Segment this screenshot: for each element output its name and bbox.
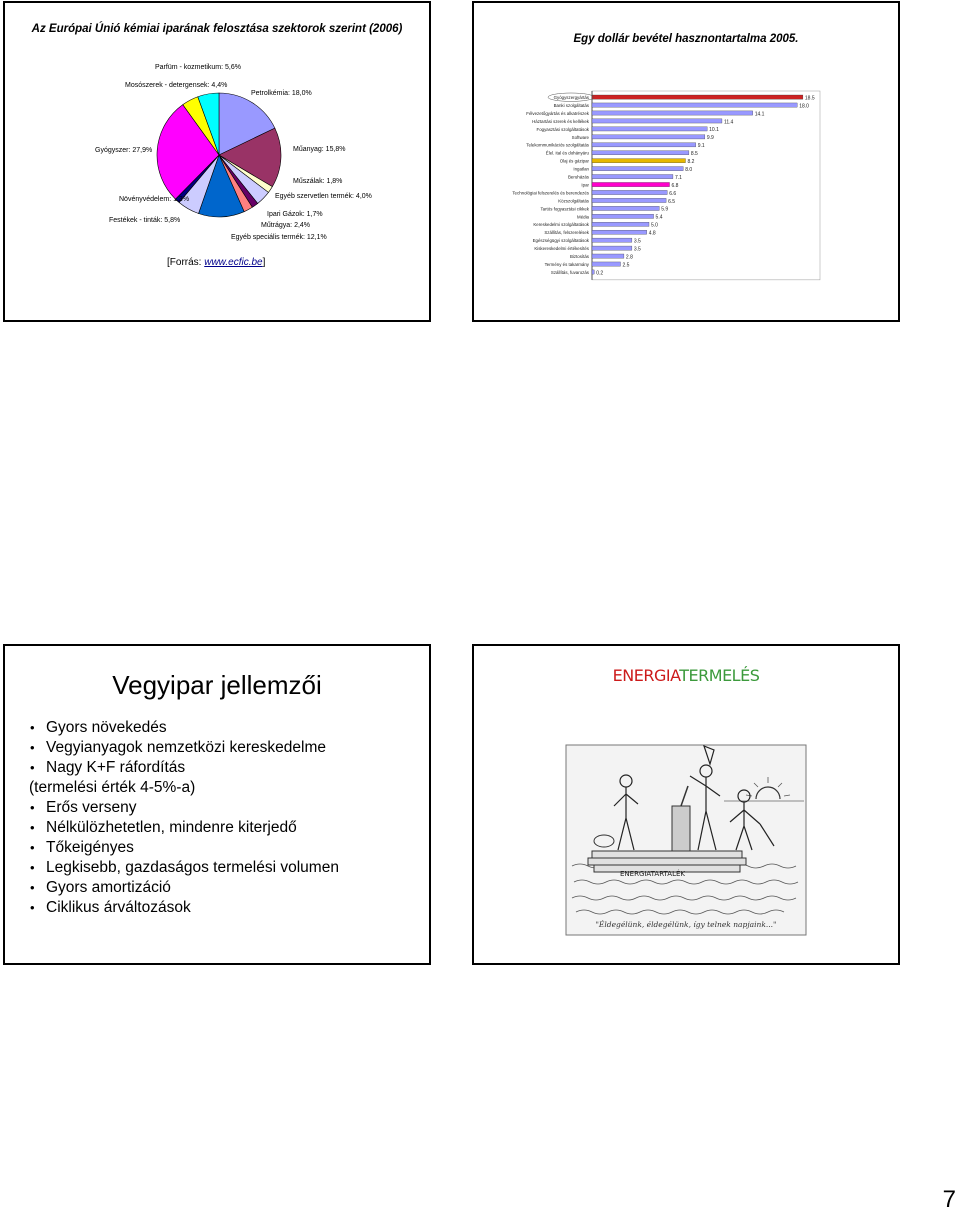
bullet-item: • Nagy K+F ráfordítás: [29, 758, 339, 778]
slide-profit-per-dollar: [472, 1, 900, 322]
category-label: Fogyasztási szolgáltatások: [536, 126, 589, 132]
bar: [592, 111, 753, 115]
pie-label: Petrolkémia: 18,0%: [251, 90, 312, 97]
category-label: Software: [571, 134, 589, 140]
bar: [592, 198, 666, 202]
cartoon-image: [474, 646, 898, 963]
category-label: Félvezetőgyártás és alkatrészek: [526, 110, 589, 116]
category-label: Háztartási szerek és kellékek: [532, 118, 589, 124]
value-label: 8.0: [685, 166, 693, 173]
title-termeles: TERMELÉS: [679, 666, 760, 685]
pie-label: Egyéb szervetlen termék: 4,0%: [275, 193, 372, 200]
value-label: 18.0: [799, 103, 809, 110]
bar: [592, 270, 594, 274]
value-label: 3.5: [633, 238, 641, 245]
pie-label: Parfüm - kozmetikum: 5,6%: [155, 64, 241, 71]
bar: [592, 262, 621, 266]
source-suffix: ]: [262, 257, 266, 268]
category-label: Beruházás: [568, 174, 589, 180]
pie-label: Ipari Gázok: 1,7%: [267, 211, 323, 218]
bar: [592, 175, 673, 179]
raft-label: ENERGIATARTALÉK: [620, 870, 685, 878]
bar: [592, 127, 707, 131]
category-label: Banki szolgáltatás: [553, 102, 589, 108]
category-label: Közszolgáltatás: [558, 198, 589, 204]
pie-label: Egyéb speciális termék: 12,1%: [231, 234, 327, 241]
bar-chart: [474, 3, 898, 320]
value-label: 6.6: [669, 190, 677, 197]
bar: [592, 159, 685, 163]
bullet-list: [29, 718, 339, 918]
bar: [592, 95, 803, 99]
source-link[interactable]: www.ecfic.be: [204, 257, 263, 268]
value-label: 5.0: [651, 222, 658, 229]
category-label: Szállítás, felszerelések: [544, 230, 589, 236]
cartoon-caption: "Éldegélünk, éldegélünk, így telnek napjaink...": [595, 920, 777, 929]
value-label: 6.8: [671, 182, 679, 189]
category-label: Telekommunikációs szolgáltatás: [526, 142, 589, 148]
pie-label: Növényvédelem: 1,3%: [119, 196, 190, 203]
category-label: Technológiai felszerelés és berendezés: [512, 190, 589, 196]
source-note: [167, 257, 266, 268]
value-label: 8.2: [687, 159, 695, 165]
bullet-item: • Gyors növekedés: [29, 718, 339, 738]
value-label: 0.2: [596, 270, 604, 277]
bar: [592, 135, 705, 139]
bullet-item: • Nélkülözhetetlen, mindenre kiterjedő: [29, 818, 339, 838]
page-number: 7: [942, 1186, 956, 1213]
pie-label: Mosószerek - detergensek: 4,4%: [125, 82, 228, 89]
value-label: 9.9: [706, 135, 714, 142]
bar: [592, 182, 670, 186]
category-label: Média: [577, 214, 589, 220]
bar: [592, 230, 647, 234]
bar: [592, 214, 654, 218]
value-label: 5.9: [661, 206, 669, 213]
bullet-item: (termelési érték 4-5%-a): [29, 779, 196, 796]
value-label: 5.4: [655, 214, 663, 221]
value-label: 8.5: [690, 151, 698, 158]
category-label: Termény és takarmány: [544, 261, 589, 267]
category-label: Olaj és gázipar: [559, 158, 589, 164]
value-label: 11.4: [723, 119, 734, 126]
category-label: Biztosítás: [569, 254, 589, 259]
bar: [592, 206, 659, 210]
bar: [592, 246, 632, 250]
value-label: 18.5: [804, 95, 815, 102]
value-label: 2.5: [622, 262, 630, 269]
pie-label: Gyógyszer: 27,9%: [95, 147, 153, 154]
bar: [592, 167, 683, 171]
pie-label: Műszálak: 1,8%: [293, 178, 343, 185]
bar: [592, 222, 649, 226]
category-label: Kiskereskedelmi értékesítés: [534, 246, 589, 252]
bullet-item: • Tőkeigényes: [29, 838, 339, 858]
category-label: Ingatlan: [573, 166, 589, 172]
bar: [592, 119, 722, 123]
slide-chemical-industry-features: [3, 644, 431, 965]
bullet-item: • Ciklikus árváltozások: [29, 898, 339, 918]
slide-eu-chemical-sectors: [3, 1, 431, 322]
category-label: Egészségügyi szolgáltatások: [532, 238, 589, 244]
category-label: Élel. ital és dohányáru: [545, 150, 589, 156]
category-label: Kereskedelmi szolgáltatások: [533, 222, 589, 228]
pie-label: Műtrágya: 2,4%: [261, 222, 311, 229]
value-label: 14.1: [754, 111, 765, 118]
category-label: Ipar: [581, 182, 589, 188]
value-label: 9.1: [697, 143, 705, 150]
pie-chart: [5, 3, 429, 320]
category-label: Szállítás, fuvarozás: [550, 269, 589, 275]
slide-title: Vegyipar jellemzői: [112, 670, 322, 700]
bar: [592, 143, 696, 147]
slide-title: Az Európai Únió kémiai iparának felosztása szektorok szerint (2006): [31, 23, 403, 35]
bar: [592, 103, 797, 107]
bullet-item: • Vegyianyagok nemzetközi kereskedelme: [29, 738, 339, 758]
category-label: Gyógyszergyártás: [553, 95, 589, 100]
value-label: 10.1: [709, 127, 719, 134]
bullet-item: • Legkisebb, gazdaságos termelési volumen: [29, 858, 339, 878]
value-label: 3.5: [633, 246, 641, 253]
value-label: 6.5: [668, 198, 676, 205]
value-label: 4.8: [648, 230, 656, 237]
bar: [592, 190, 667, 194]
value-label: 2.8: [625, 254, 633, 261]
bar: [592, 151, 689, 155]
pie-label: Műanyag: 15,8%: [293, 146, 346, 153]
bar: [592, 238, 632, 242]
bullet-item: • Gyors amortizáció: [29, 878, 339, 898]
category-label: Tartós fogyasztási cikkek: [540, 206, 589, 212]
slide-title: Egy dollár bevétel hasznontartalma 2005.: [573, 33, 799, 45]
bar: [592, 254, 624, 258]
source-prefix: [Forrás:: [167, 257, 205, 268]
slide-energy-production: [472, 644, 900, 965]
value-label: 7.1: [674, 174, 682, 181]
bullet-item: • Erős verseny: [29, 798, 339, 818]
title-energia: ENERGIA: [612, 666, 680, 685]
pie-label: Festékek - tinták: 5,8%: [109, 217, 181, 224]
